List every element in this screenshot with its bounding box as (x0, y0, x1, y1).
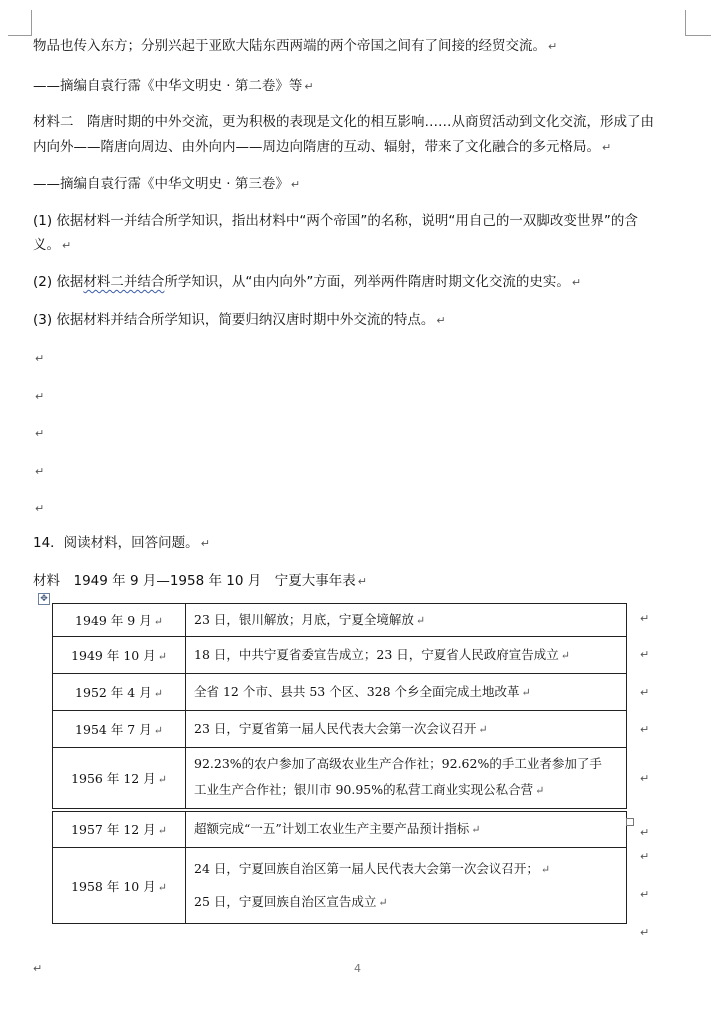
events-table (52, 603, 627, 924)
row-end-mark: ↵ (640, 888, 650, 901)
event-date: 1952 年 4 月 ↵ (53, 674, 186, 711)
paragraph: 材料二 隋唐时期的中外交流，更为积极的表现是文化的相互影响……从商贸活动到文化交流，形成了由 (33, 114, 654, 130)
event-desc: 超额完成“一五”计划工农业生产主要产品预计指标 ↵ (186, 810, 627, 848)
table-resize-handle[interactable] (626, 818, 634, 826)
table-row (53, 748, 627, 810)
event-desc: 23 日，宁夏省第一届人民代表大会第一次会议召开 ↵ (186, 711, 627, 748)
event-date: 1956 年 12 月 ↵ (53, 748, 186, 810)
question-1-cont: 义。 ↵ (33, 237, 72, 253)
paragraph-mark: ↵ (35, 352, 45, 365)
row-end-mark: ↵ (640, 826, 650, 839)
question-1: (1) 依据材料一并结合所学知识，指出材料中“两个帝国”的名称，说明“用自己的一双脚改变世界”的含 (33, 213, 638, 229)
page-number: 4 (354, 962, 361, 975)
event-desc: 18 日，中共宁夏省委宣告成立；23 日，宁夏省人民政府宣告成立 ↵ (186, 637, 627, 674)
row-end-mark: ↵ (640, 926, 650, 939)
row-end-mark: ↵ (640, 686, 650, 699)
event-desc: 23 日，银川解放；月底，宁夏全境解放 ↵ (186, 604, 627, 637)
event-desc: 24 日，宁夏回族自治区第一届人民代表大会第一次会议召开； ↵ 25 日，宁夏回族自治区宣告成立 ↵ (186, 848, 627, 924)
row-end-mark: ↵ (640, 723, 650, 736)
event-date: 1958 年 10 月 ↵ (53, 848, 186, 924)
row-end-mark: ↵ (640, 850, 650, 863)
paragraph-mark: ↵ (35, 465, 45, 478)
table-row (53, 810, 627, 848)
grammar-underline: 材料二并结合 (83, 274, 165, 290)
event-date: 1949 年 10 月 ↵ (53, 637, 186, 674)
event-date: 1957 年 12 月 ↵ (53, 810, 186, 848)
event-desc: 92.23%的农户参加了高级农业生产合作社；92.62%的手工业者参加了手 工业生产合作社；银川市 90.95%的私营工商业实现公私合营 ↵ (186, 748, 627, 810)
row-end-mark: ↵ (640, 648, 650, 661)
table-row (53, 604, 627, 637)
paragraph-mark: ↵ (35, 502, 45, 515)
event-date: 1949 年 9 月 ↵ (53, 604, 186, 637)
paragraph-mark: ↵ (35, 427, 45, 440)
crop-mark-top-left (31, 10, 32, 36)
paragraph: 内向外——隋唐向周边、由外向内——周边向隋唐的互动、辐射，带来了文化融合的多元格局。 ↵ (33, 139, 612, 155)
crop-mark-top-right (685, 10, 686, 36)
source-citation: ——摘编自袁行霈《中华文明史 · 第二卷》等 ↵ (33, 78, 314, 94)
paragraph: 物品也传入东方；分别兴起于亚欧大陆东西两端的两个帝国之间有了间接的经贸交流。 ↵ (33, 38, 558, 54)
crop-mark-top-right (685, 35, 711, 36)
table-row (53, 637, 627, 674)
crop-mark-top-left (8, 35, 32, 36)
table-row (53, 674, 627, 711)
row-end-mark: ↵ (640, 772, 650, 785)
row-end-mark: ↵ (640, 612, 650, 625)
question-3: (3) 依据材料并结合所学知识，简要归纳汉唐时期中外交流的特点。 ↵ (33, 312, 446, 328)
material-caption: 材料 1949 年 9 月—1958 年 10 月 宁夏大事年表 ↵ (33, 573, 367, 589)
table-row (53, 711, 627, 748)
table-row (53, 848, 627, 924)
event-date: 1954 年 7 月 ↵ (53, 711, 186, 748)
event-desc: 全省 12 个市、县共 53 个区、328 个乡全面完成土地改革 ↵ (186, 674, 627, 711)
paragraph-mark: ↵ (33, 962, 43, 975)
table-move-handle-icon[interactable]: ✥ (38, 593, 50, 605)
source-citation: ——摘编自袁行霈《中华文明史 · 第三卷》 ↵ (33, 176, 301, 192)
question-2: (2) 依据材料二并结合所学知识，从“由内向外”方面，列举两件隋唐时期文化交流的史实。 ↵ (33, 274, 582, 290)
paragraph-mark: ↵ (35, 390, 45, 403)
question-14: 14．阅读材料，回答问题。 ↵ (33, 535, 210, 551)
